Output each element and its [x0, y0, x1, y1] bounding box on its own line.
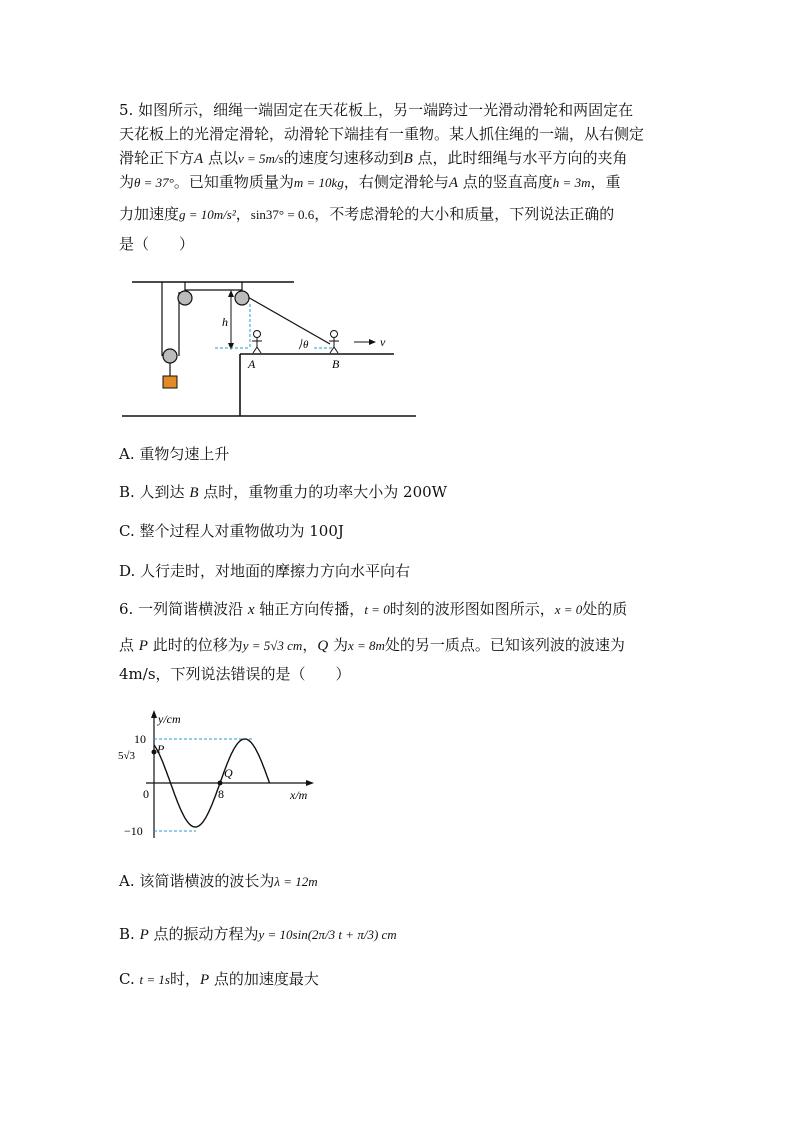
- q6-option-c: C. t = 1s时，P 点的加速度最大: [119, 970, 319, 988]
- fixed-pulley-right: [235, 291, 249, 305]
- q5-line-6: 是（ ）: [119, 235, 195, 253]
- y-axis-label: y/cm: [158, 712, 181, 726]
- x-axis-label: x/m: [290, 788, 308, 802]
- q6-option-b: B. P 点的振动方程为y = 10sin(2π/3 t + π/3) cm: [119, 925, 397, 943]
- q5-line-1: 5. 如图所示，细绳一端固定在天花板上，另一端跨过一光滑动滑轮和两固定在: [119, 101, 634, 119]
- label-A: A: [248, 357, 256, 371]
- label-Q: Q: [224, 766, 233, 780]
- q5-option-c: C. 整个过程人对重物做功为 100J: [119, 522, 344, 540]
- q5-line-4: 为θ = 37°。已知重物质量为m = 10kg，右侧定滑轮与A 点的竖直高度h = 3m，重: [119, 173, 621, 191]
- label-v: v: [380, 335, 386, 349]
- label-theta: θ: [303, 339, 309, 351]
- tick-5root3: 5√3: [118, 750, 136, 762]
- q5-option-a: A. 重物匀速上升: [119, 445, 230, 463]
- tick-8: 8: [218, 787, 224, 801]
- tick-neg10: −10: [124, 824, 143, 838]
- wave-figure: [118, 706, 328, 844]
- pulley-figure: [118, 272, 420, 422]
- q5-line-5: 力加速度g = 10m/s²，sin37° = 0.6，不考虑滑轮的大小和质量，下列说法正确的: [119, 205, 615, 223]
- q6-line-2: 点 P 此时的位移为y = 5√3 cm，Q 为x = 8m处的另一质点。已知该列波的波速为: [119, 636, 625, 654]
- label-B: B: [332, 357, 340, 371]
- tick-0: 0: [143, 787, 149, 801]
- q6-line-1: 6. 一列简谐横波沿 x 轴正方向传播，t = 0时刻的波形图如图所示，x = 0处的质: [119, 600, 628, 618]
- q6-line-3: 4m/s，下列说法错误的是（ ）: [119, 665, 351, 683]
- movable-pulley: [163, 349, 177, 363]
- q5-line-3: 滑轮正下方A 点以v = 5m/s的速度匀速移动到B 点，此时细绳与水平方向的夹角: [119, 149, 628, 167]
- label-h: h: [222, 315, 228, 329]
- weight-block: [163, 376, 177, 388]
- point-Q: [218, 781, 223, 786]
- q5-option-b: B. 人到达 B 点时，重物重力的功率大小为 200W: [119, 483, 448, 501]
- label-P: P: [157, 742, 165, 756]
- fixed-pulley-left: [178, 291, 192, 305]
- tick-10: 10: [134, 732, 146, 746]
- person-at-B: [329, 331, 339, 354]
- person-at-A: [252, 331, 262, 354]
- q6-option-a: A. 该简谐横波的波长为λ = 12m: [119, 872, 318, 890]
- point-P: [152, 750, 157, 755]
- q5-option-d: D. 人行走时，对地面的摩擦力方向水平向右: [119, 562, 411, 580]
- q5-line-2: 天花板上的光滑定滑轮，动滑轮下端挂有一重物。某人抓住绳的一端，从右侧定: [119, 125, 645, 143]
